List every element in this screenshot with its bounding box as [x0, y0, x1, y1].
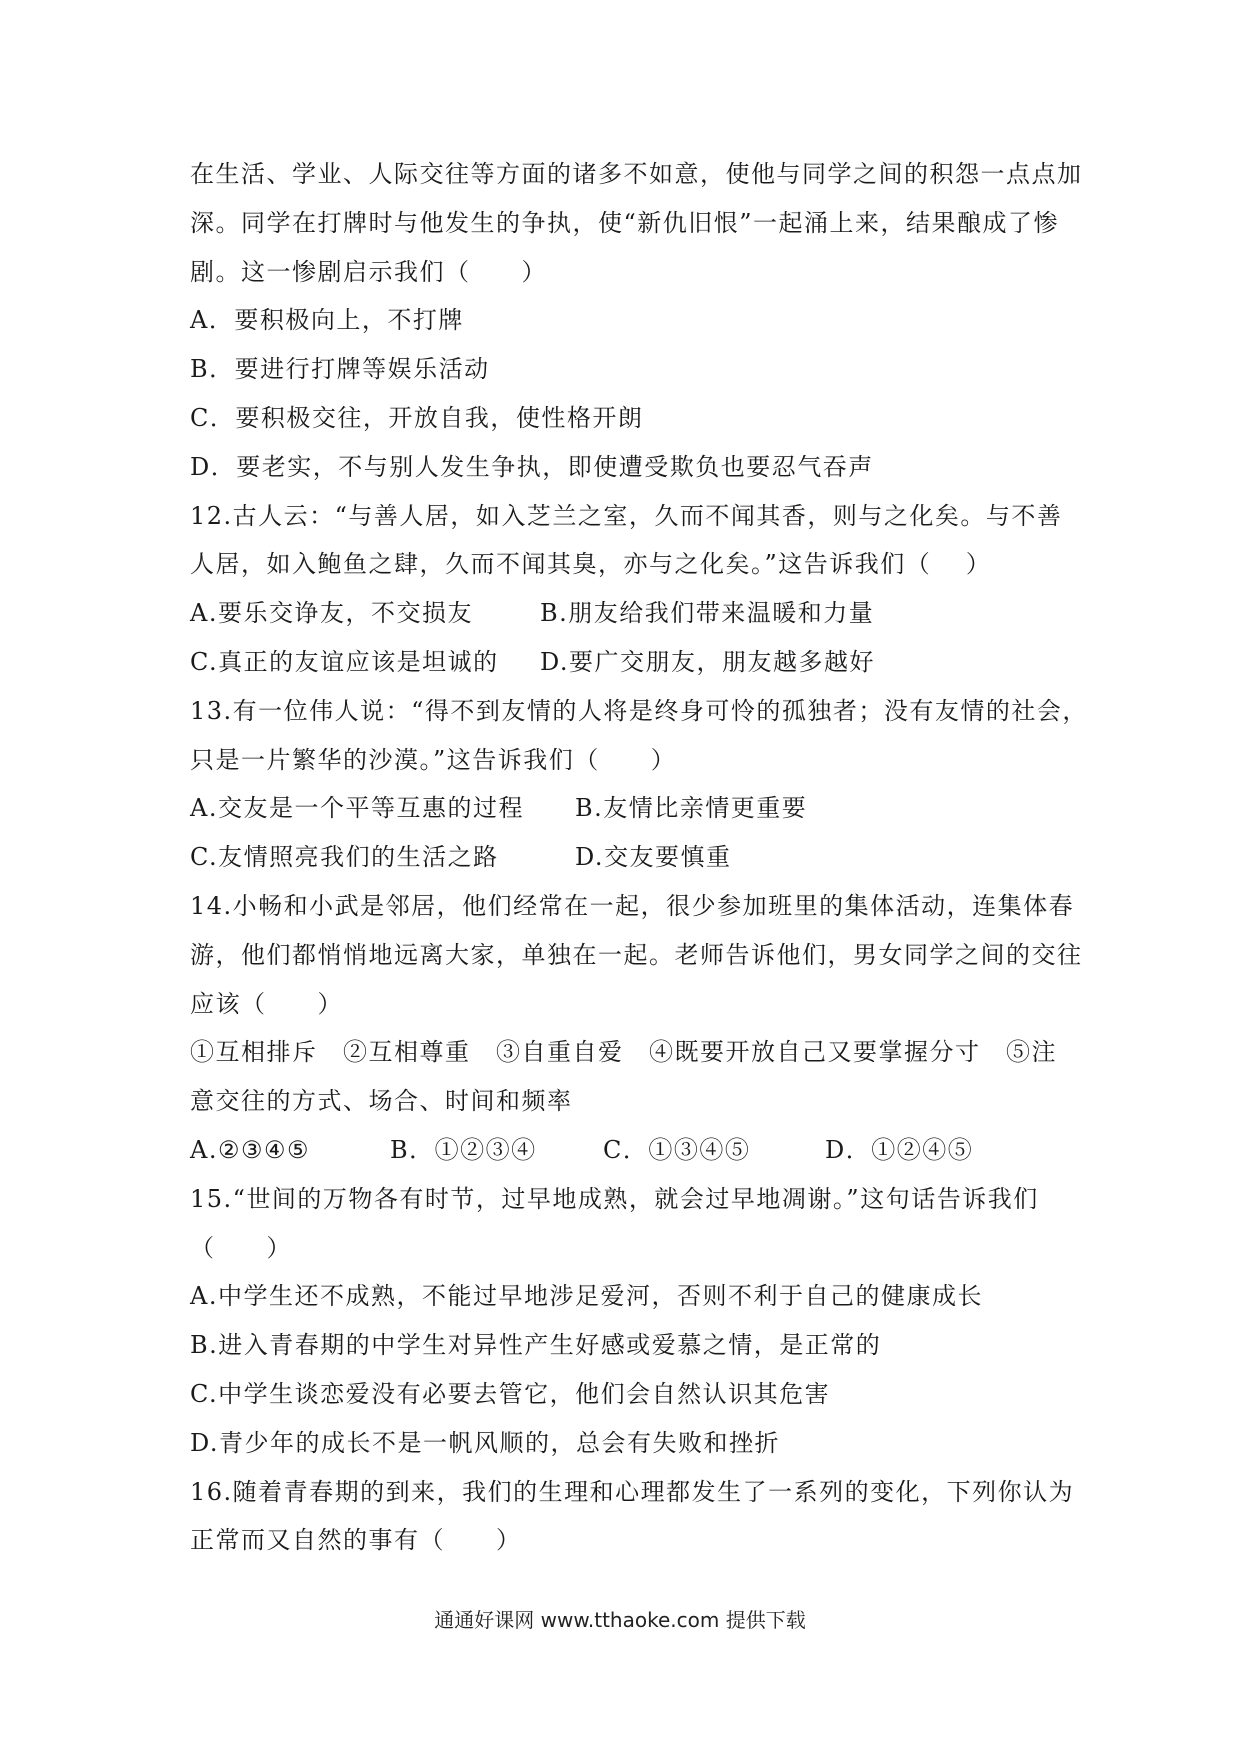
question-11 [190, 150, 1083, 492]
question-11-option-a: A．要积极向上，不打牌 [190, 306, 464, 335]
question-15 [190, 1175, 1060, 1468]
question-12-stem-line-2: 人居，如入鲍鱼之肆，久而不闻其臭，亦与之化矣。”这告诉我们（ ） [190, 550, 992, 579]
question-11-option-d: D．要老实，不与别人发生争执，即使遭受欺负也要忍气吞声 [190, 452, 874, 481]
question-15-stem-line-2: （ ） [190, 1233, 292, 1262]
question-12-option-d: D.要广交朋友，朋友越多越好 [540, 647, 876, 676]
question-14-option-c: C．①③④⑤ [603, 1135, 751, 1164]
question-15-option-b: B.进入青春期的中学生对异性产生好感或爱慕之情，是正常的 [190, 1331, 882, 1360]
question-15-stem-line-1: 15.“世间的万物各有时节，过早地成熟，就会过早地凋谢。”这句话告诉我们 [190, 1184, 1039, 1213]
question-14-stem-line-1: 14.小畅和小武是邻居，他们经常在一起，很少参加班里的集体活动，连集体春 [190, 891, 1075, 920]
question-14-option-d: D．①②④⑤ [825, 1135, 974, 1164]
question-12-option-a: A.要乐交诤友，不交损友 [190, 599, 473, 628]
question-13-stem-line-2: 只是一片繁华的沙漠。”这告诉我们（ ） [190, 745, 677, 774]
question-15-option-c: C.中学生谈恋爱没有必要去管它，他们会自然认识其危害 [190, 1379, 831, 1408]
question-13-option-b: B.友情比亲情更重要 [575, 794, 808, 823]
question-14-stem-line-3: 应该（ ） [190, 989, 343, 1018]
question-11-stem-line-1: 在生活、学业、人际交往等方面的诸多不如意，使他与同学之间的积怨一点点加 [190, 160, 1083, 188]
question-14-stem-line-2: 游，他们都悄悄地远离大家，单独在一起。老师告诉他们，男女同学之间的交往 [190, 940, 1083, 969]
question-16 [190, 1468, 1075, 1566]
question-13-stem-line-1: 13.有一位伟人说：“得不到友情的人将是终身可怜的孤独者；没有友情的社会， [190, 696, 1088, 725]
question-12-option-c: C.真正的友谊应该是坦诚的 [190, 647, 499, 676]
question-13-options-row-2 [190, 833, 1060, 882]
question-12-options-row-2 [190, 638, 1060, 687]
question-16-stem-line-2: 正常而又自然的事有（ ） [190, 1526, 522, 1555]
page-footer: 通通好课网 www.tthaoke.com 提供下载 [434, 1608, 806, 1632]
question-11-stem-line-2: 深。同学在打牌时与他发生的争执，使“新仇旧恨”一起涌上来，结果酿成了惨 [190, 208, 1060, 237]
question-13-option-c: C.友情照亮我们的生活之路 [190, 843, 499, 872]
question-14-options-row [190, 1126, 1060, 1175]
question-12-stem-line-1: 12.古人云：“与善人居，如入芝兰之室，久而不闻其香，则与之化矣。与不善 [190, 501, 1063, 530]
question-12-options-row-1 [190, 589, 1060, 638]
question-11-option-c: C．要积极交往，开放自我，使性格开朗 [190, 403, 644, 432]
question-11-stem-line-3: 剧。这一惨剧启示我们（ ） [190, 257, 547, 286]
question-14-statements-line-1: ①互相排斥 ②互相尊重 ③自重自爱 ④既要开放自己又要掌握分寸 ⑤注 [190, 1038, 1057, 1067]
question-15-option-a: A.中学生还不成熟，不能过早地涉足爱河，否则不利于自己的健康成长 [190, 1282, 983, 1311]
question-14-option-a: A.②③④⑤ [190, 1135, 311, 1164]
question-14 [190, 882, 1083, 1175]
question-13 [190, 687, 1088, 882]
question-16-stem-line-1: 16.随着青春期的到来，我们的生理和心理都发生了一系列的变化，下列你认为 [190, 1477, 1075, 1506]
question-12-option-b: B.朋友给我们带来温暖和力量 [540, 599, 875, 628]
question-12 [190, 492, 1063, 687]
question-13-option-d: D.交友要慎重 [575, 843, 732, 872]
question-14-option-b: B．①②③④ [390, 1135, 537, 1164]
question-11-option-b: B．要进行打牌等娱乐活动 [190, 355, 490, 384]
question-13-option-a: A.交友是一个平等互惠的过程 [190, 794, 524, 823]
question-15-option-d: D.青少年的成长不是一帆风顺的，总会有失败和挫折 [190, 1428, 781, 1457]
exam-page [190, 150, 1088, 1565]
question-13-options-row-1 [190, 784, 1060, 833]
question-14-statements-line-2: 意交往的方式、场合、时间和频率 [190, 1087, 573, 1116]
